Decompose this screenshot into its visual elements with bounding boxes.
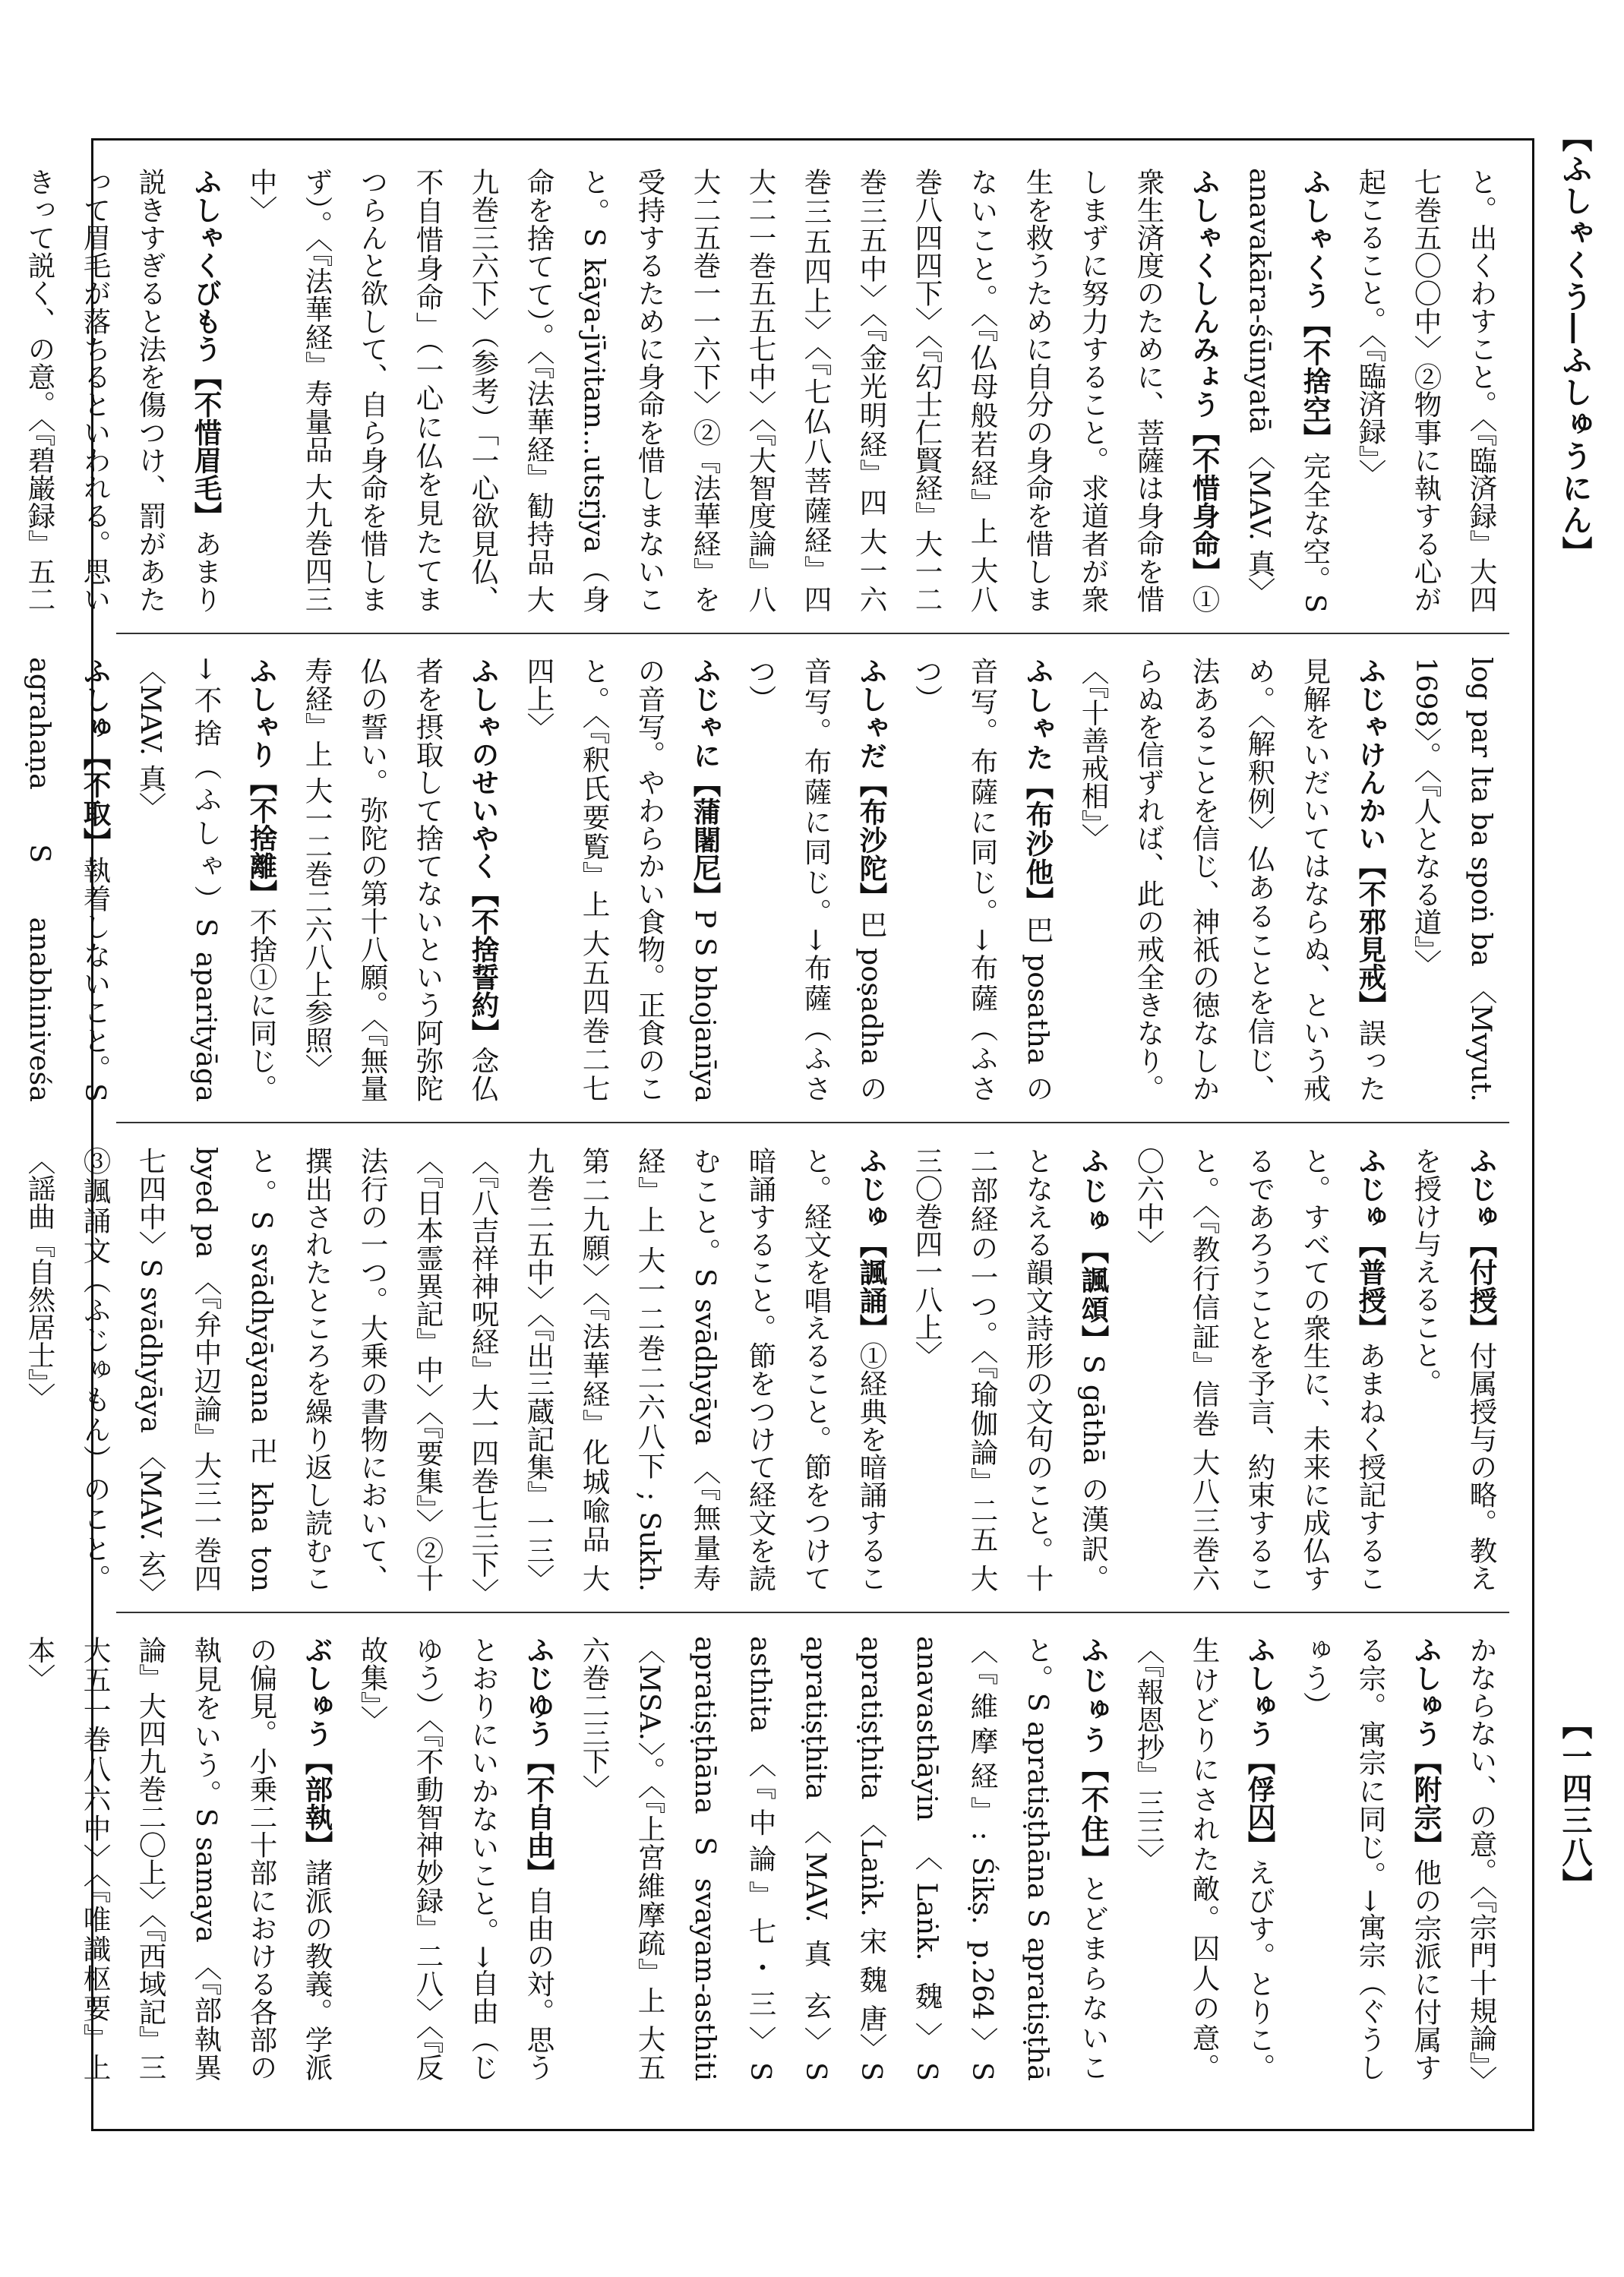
dictionary-entry [0,168,234,613]
entry-headword [0,1636,1,2054]
entry-headword: ふじゅ【諷誦】 [855,1147,888,1342]
dictionary-entry [1398,1147,1509,1592]
entry-definition: 完全な空。S anavakāra-śūnyatā 〈MAV. 真〉 [1243,168,1332,613]
entry-headword: ふしゃた【布沙他】 [1022,657,1054,916]
band-divider [116,1612,1509,1613]
dictionary-entry [12,1147,899,1592]
entry-definition: ①衆生済度のために、菩薩は身命を惜しまずに努力すること。求道者が衆生を救うために自分の身命を惜しまないこと。〈『仏母般若経』上 大八巻八四四下〉〈『幻士仁賢経』大一二巻三五中〉〈『金光明経』四 大一六巻三五四上〉〈『七仏八菩薩経』四 大二一巻五五七中〉〈『大智度論』八 大二五巻一一六下〉②『法華経』を受持するために身命を惜しまないこと。S kāya-jīvitam...utsṛjya（身命を捨てて）。〈『法華経』勧持品 大九巻三六下〉（参考）「一心欲見仏、不自惜身命」（一心に仏を見たてまつらんと欲して、自ら身命を惜しまず）。〈『法華経』寿量品 大九巻四三中〉 [245,168,1221,613]
entry-headword: ふしゃだ【布沙陀】 [855,657,888,911]
band-divider [116,1122,1509,1123]
entry-headword: ふじゅ【付授】 [1465,1147,1498,1342]
dictionary-entry [1454,1636,1509,2094]
dictionary-entry [899,1147,1121,1592]
entry-definition: P S bhojanīya の音写。やわらかい食物。正食のこと。〈『釈氏要覧』上 大五四巻二七四上〉 [523,657,722,1103]
dictionary-entry [1121,1636,1288,2081]
entry-definition: 不捨①に同じ。→不捨（ふしゃ）S aparityāga 〈MAV. 真〉 [134,657,278,1103]
dictionary-entry [345,1636,567,2081]
dictionary-entry [511,657,733,1102]
dictionary-entry [1066,657,1398,1102]
dictionary-entry [1232,168,1343,613]
entry-definition: log par lta ba spoṅ ba 〈Mvyut. 1698〉。〈『人となる道』〉 [1410,657,1498,1102]
entry-headword: ふしゃくう【不捨空】 [1299,168,1332,452]
dictionary-entry [0,1147,12,1592]
entry-definition: ①経典を暗誦すること。経文を唱えること。節をつけて暗誦すること。節をつけて経文を読むこと。S svādhyāya 〈『無量寿経』上 大一二巻二六八下 ; Sukh. 第二九願〉〈『法華経』化城喩品 大九巻二五中〉〈『出三蔵記集』一三〉〈『八吉祥神呪経』大一四巻七三下〉〈『日本霊異記』中〉〈『要集』〉②十法行の一つ。大乗の書物において、撰出されたところを繰り返し読むこと。S svādhyāyana 卍 kha ton byed pa 〈『弁中辺論』大三一巻四七四中〉S svādhyāya 〈MAV. 玄〉③諷誦文（ふじゅもん）のこと。〈謡曲『自然居士』〉 [24,1147,888,1593]
entry-headword: ふしゃくしんみょう【不惜身命】 [1188,168,1221,586]
entry-definition: あまねく授記すること。すべての衆生に、未来に成仏するであろうことを予言、約束すること。〈『教行信証』信巻 大八三巻六〇六中〉 [1133,1147,1387,1593]
entry-definition: とどまらないこと。S apratiṣṭhāna S apratiṣṭhā 〈『維摩経』: Śikṣ. p.264〉S anavasthāyin 〈Laṅk. 魏〉S apratiṣṭhita 〈Laṅk. 宋 魏 唐〉S apratiṣṭhita 〈MAV. 真 玄〉S asthita 〈『中論』七・三〉S apratiṣṭhāna S svayam-asthiti 〈MSA.〉。〈『上宮維摩疏』上 大五六巻二三下〉 [578,1636,1110,2081]
dictionary-entry [289,657,511,1102]
entry-definition: 諸派の教義。学派の偏見。小乗二十部における各部の執見をいう。S samaya 〈『部執異論』大四九巻二〇上〉〈『西域記』三 大五一巻八六中〉〈『唯識枢要』上本〉 [24,1636,333,2082]
entry-headword: ふじゆう【不自由】 [523,1636,555,1887]
dictionary-entry [1288,1636,1454,2081]
dictionary-entry [0,1636,12,2081]
dictionary-entry [1121,1147,1398,1592]
dictionary-entry [1398,657,1509,1102]
dictionary-entry [733,657,899,1102]
running-head: 【ふしゃくう―ふしゅうにん】 [1557,122,1593,568]
entry-definition: 巴 poṣadha の音写。布薩に同じ。→布薩（ふさつ） [744,657,888,1103]
dictionary-page-frame [24,138,1534,2131]
entry-headword: ふじゅう【不住】 [1077,1636,1110,1874]
entry-definition: と。出くわすこと。〈『臨済録』大四七巻五〇〇中〉②物事に執する心が起こること。〈『臨済録』〉 [1354,168,1498,613]
entry-definition: 付属授与の略。教えを授け与えること。 [1410,1147,1498,1593]
entry-definition: あまり説きすぎると法を傷つけ、罰があたって眉毛が落ちるといわれる。思いきって説く、の意。〈『碧巌録』五二 [24,168,223,614]
entry-headword: ふしゅ【不取】 [79,657,112,856]
page-number: 【一四三八】 [1557,1709,1593,1900]
entry-headword: ふじゃに【蒲闍尼】 [689,657,722,910]
entry-definition: 自由の対。思うとおりにいかないこと。→自由（じゆう）〈『不動智神妙録』二八〉〈『反故集』〉 [356,1636,555,2082]
entry-definition: 念仏者を摂取して捨てないという阿弥陀仏の誓い。弥陀の第十八願。〈『無量寿経』上 大一二巻二六八上参照〉 [301,657,500,1103]
entry-headword: ふじゃけんかい【不邪見戒】 [1354,657,1387,1019]
dictionary-band-1 [24,168,1509,614]
entry-headword: ふしゃくびもう【不惜眉毛】 [190,168,223,530]
dictionary-band-2 [24,657,1509,1103]
entry-headword: ふしゃのせいやく【不捨誓約】 [467,657,500,1047]
entry-headword: ふしゅう【俘囚】 [1243,1636,1276,1859]
dictionary-entry [0,657,123,1102]
dictionary-entry [1343,168,1509,613]
entry-definition: 他の宗派に付属する宗。寓宗に同じ。→寓宗（ぐうしゅう） [1299,1636,1442,2082]
entry-headword: ふじゅ【諷頌】 [1077,1147,1110,1355]
entry-definition: 執着しないこと。S agrahaṇa S anabhiniveśa [24,657,112,1102]
entry-definition: 巴 posatha の音写。布薩に同じ。→布薩（ふさつ） [911,657,1054,1102]
dictionary-band-3 [24,1147,1509,1593]
entry-headword: ぶしゅう【部執】 [301,1636,333,1859]
entry-headword: ふしゃり【不捨離】 [245,657,278,908]
dictionary-entry [234,168,1232,613]
dictionary-entry [899,657,1066,1102]
entry-headword: ふじゅ【普授】 [1354,1147,1387,1342]
dictionary-entry [123,657,289,1102]
dictionary-entry [567,1636,1121,2081]
band-divider [116,633,1509,634]
entry-headword: ふしゅう【附宗】 [1410,1636,1442,1859]
entry-definition: S gāthā の漢訳。となえる韻文詩形の文句のこと。十二部経の一つ。〈『瑜伽論』二五 大三〇巻四一八上〉 [911,1147,1110,1592]
entry-headword [0,1147,1,1341]
dictionary-entry [12,1636,345,2081]
entry-definition: かならない、の意。〈『宗門十規論』〉 [1465,1636,1498,2094]
dictionary-band-4 [24,1636,1509,2094]
entry-definition: えびす。とりこ。生けどりにされた敵。囚人の意。〈『報恩抄』三三〉 [1133,1636,1276,2082]
entry-definition: 誤った見解をいだいてはならぬ、という戒め。〈解釈例〉仏あることを信じ、法あることを信じ、神祇の徳なしからぬを信ずれば、此の戒全きなり。〈『十善戒相』〉 [1077,657,1387,1103]
